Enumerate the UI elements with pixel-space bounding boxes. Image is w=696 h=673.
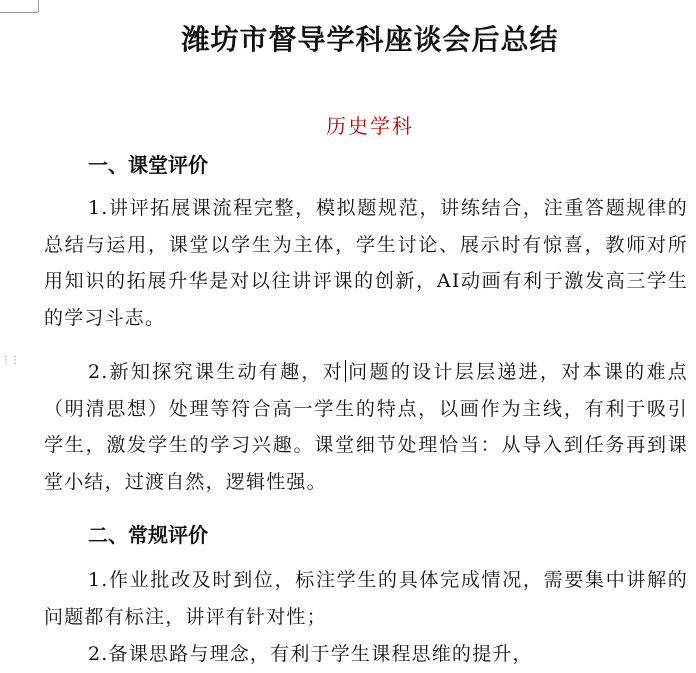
section-heading-classroom: 一、课堂评价 [88, 153, 208, 177]
margin-corner-mark-vertical [38, 0, 39, 12]
document-title: 潍坊市督导学科座谈会后总结 [181, 23, 559, 56]
paragraph-routine-2[interactable]: 2.备课思路与理念，有利于学生课程思维的提升， [88, 643, 533, 665]
paragraph-text: 2.新知探究课生动有趣，对 [88, 361, 345, 383]
section-heading-routine: 二、常规评价 [88, 523, 208, 547]
text-cursor [345, 360, 346, 382]
drag-handle-icon[interactable]: ⋮⋮ [1, 355, 19, 366]
paragraph-classroom-1[interactable]: 1.讲评拓展课流程完整，模拟题规范，讲练结合，注重答题规律的总结与运用，课堂以学生为主体，学生讨论、展示时有惊喜，教师对所用知识的拓展升华是对以往讲评课的创新，AI动画有利于激发高三学生的学习斗志。 [44, 197, 688, 329]
paragraph-text: 问题的设计层层递进，对本课的难点（明清思想）处理等符合高一学生的特点，以画作为主线，有利于吸引学生，激发学生的学习兴趣。课堂细节处理恰当：从导入到任务再到课堂小结，过渡自然，逻辑性强。 [44, 361, 688, 493]
paragraph-routine-1[interactable]: 1.作业批改及时到位，标注学生的具体完成情况，需要集中讲解的问题都有标注，讲评有针对性； [44, 569, 688, 628]
paragraph-classroom-2[interactable] [44, 354, 688, 500]
margin-corner-mark [0, 12, 38, 13]
subject-heading: 历史学科 [326, 114, 414, 138]
